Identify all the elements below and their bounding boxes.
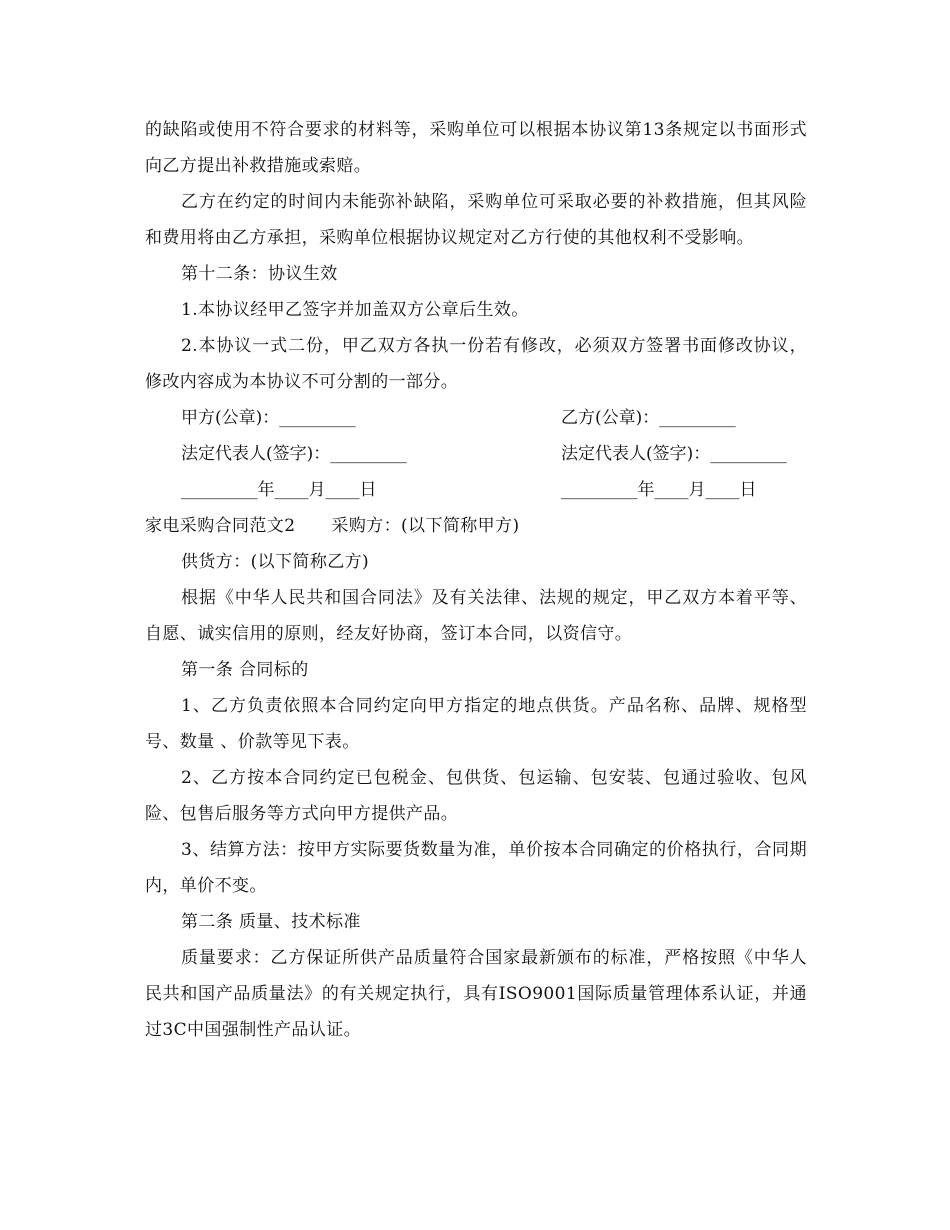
article-1-title: 第一条 合同标的 (181, 660, 309, 680)
article-12-title: 第十二条：协议生效 (181, 264, 338, 284)
article-1-item-1: 1、乙方负责依照本合同约定向甲方指定的地点供货。产品名称、品牌、规格型号、数量 、价款等见下表。 (145, 696, 807, 752)
contract-preamble: 根据《中华人民共和国合同法》及有关法律、法规的规定，甲乙双方本着平等、自愿、诚实信用的原则，经友好协商，签订本合同，以资信守。 (145, 588, 807, 644)
article-12-item-1: 1.本协议经甲乙签字并加盖双方公章后生效。 (181, 300, 529, 320)
party-b-representative-field: 法定代表人(签字)：_________ (561, 444, 787, 464)
paragraph-defect-remedy: 的缺陷或使用不符合要求的材料等，采购单位可以根据本协议第13条规定以书面形式向乙方提出补救措施或索赔。 (145, 120, 807, 176)
signature-row-representative (145, 436, 807, 472)
contract-2-heading (145, 508, 807, 544)
contract-2-title: 家电采购合同范文2 (145, 516, 296, 536)
document-body (145, 112, 807, 1048)
article-12-item-2: 2.本协议一式二份，甲乙双方各执一份若有修改，必须双方签署书面修改协议，修改内容成为本协议不可分割的一部分。 (145, 336, 807, 392)
supplier-line: 供货方：(以下简称乙方) (181, 552, 370, 572)
party-a-seal-field: 甲方(公章)：_________ (181, 408, 356, 428)
party-b-seal-field: 乙方(公章)：_________ (561, 408, 736, 428)
article-1-item-2: 2、乙方按本合同约定已包税金、包供货、包运输、包安装、包通过验收、包风险、包售后服务等方式向甲方提供产品。 (145, 768, 807, 824)
buyer-line: 采购方：(以下简称甲方) (331, 516, 520, 536)
party-a-date-field: _________年____月____日 (181, 480, 377, 500)
signature-row-seal (145, 400, 807, 436)
party-a-representative-field: 法定代表人(签字)：_________ (181, 444, 407, 464)
paragraph-remedy-risk: 乙方在约定的时间内未能弥补缺陷，采购单位可采取必要的补救措施，但其风险和费用将由乙方承担，采购单位根据协议规定对乙方行使的其他权利不受影响。 (145, 192, 807, 248)
article-1-item-3: 3、结算方法：按甲方实际要货数量为准，单价按本合同确定的价格执行，合同期内，单价不变。 (145, 840, 807, 896)
signature-row-date (145, 472, 807, 508)
party-b-date-field: _________年____月____日 (561, 480, 757, 500)
article-2-title: 第二条 质量、技术标准 (181, 912, 361, 932)
article-2-quality: 质量要求：乙方保证所供产品质量符合国家最新颁布的标准，严格按照《中华人民共和国产品质量法》的有关规定执行，具有ISO9001国际质量管理体系认证，并通过3C中国强制性产品认证。 (145, 948, 807, 1040)
